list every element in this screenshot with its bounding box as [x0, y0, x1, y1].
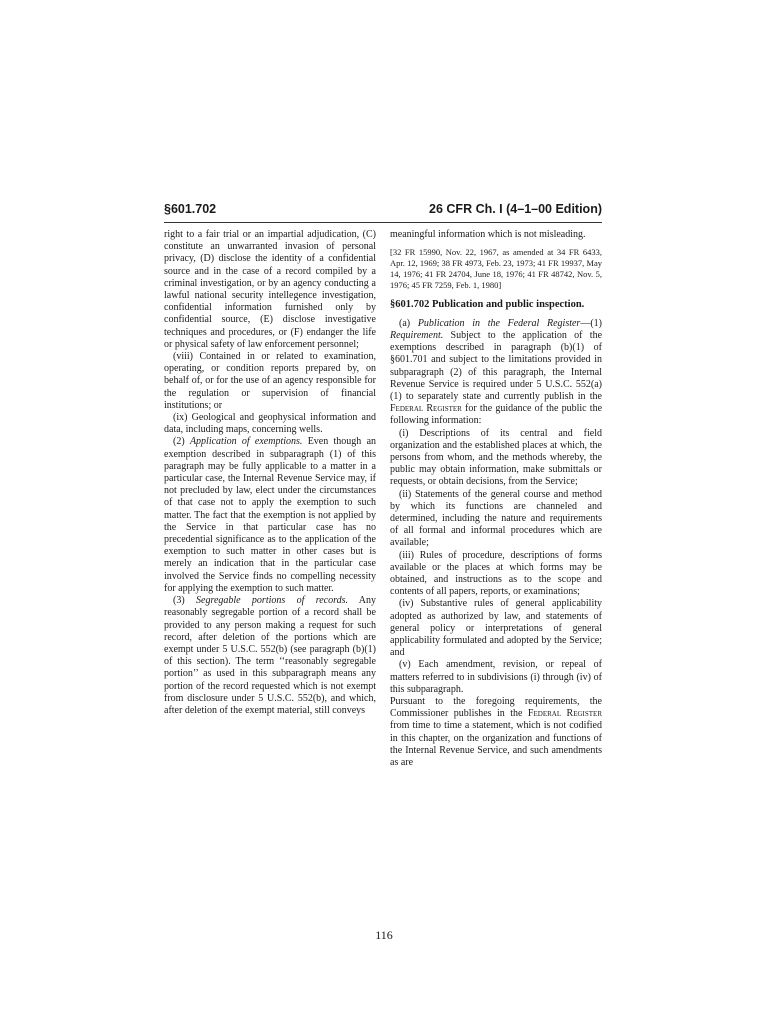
page-header — [164, 202, 602, 223]
paragraph — [164, 595, 376, 717]
paragraph-caption: Application of exemptions. — [189, 436, 303, 448]
paragraph — [390, 318, 602, 428]
list-item: (iv) Substantive rules of general applicability adopted as authorized by law, and statements of general policy or interpretations of general applicability formulated and adopted by the Service; and — [390, 598, 602, 659]
left-column — [164, 229, 376, 717]
right-column — [390, 229, 602, 769]
paragraph — [164, 436, 376, 595]
federal-register-text: Federal Register — [390, 403, 462, 415]
paragraph: (ix) Geological and geophysical information and data, including maps, concerning wells. — [164, 412, 376, 436]
list-item: (v) Each amendment, revision, or repeal of matters referred to in subdivisions (i) through (iv) of this subparagraph. — [390, 659, 602, 695]
paragraph-text: Any reasonably segregable portion of a record shall be provided to any person making a request for such record, after deletion of the portions which are exempt under 5 U.S.C. 552(b) (see paragraph (b)(1) of this section). The term ‘‘reasonably segregable portion’’ as used in this subparagraph means any portion of the record requested which is not exempt from disclosure under 5 U.S.C. 552(b), and which, after deletion of the exempt material, still conveys — [164, 595, 377, 716]
section-heading: §601.702 Publication and public inspection. — [390, 299, 585, 311]
paragraph-text: Subject to the application of the exemptions described in paragraph (b)(1) of §601.701 and subject to the limitations provided in subparagraph (2) of this paragraph, the Internal Revenue Service is required under 5 U.S.C. 552(a)(1) to separately state and currently publish in the — [390, 329, 603, 402]
paragraph-number: (3) — [173, 595, 185, 607]
paragraph-caption: Publication in the Federal Register — [417, 317, 581, 329]
federal-register-text: Federal Register — [527, 708, 602, 720]
paragraph: right to a fair trial or an impartial adjudication, (C) constitute an unwarranted invasion of personal privacy, (D) disclose the identity of a confidential source and in the case of a record compiled by a criminal investigation, or by an agency conducting a lawful national security intellegence investigation, confidential information furnished only by confidential source, (E) disclose investigative techniques and procedures, or (F) endanger the life or physical safety of law enforcement personnel; — [164, 229, 376, 350]
list-item: (iii) Rules of procedure, descriptions of forms available or the places at which forms may be obtained, and instructions as to the scope and contents of all papers, reports, or examinations; — [390, 549, 602, 598]
paragraph-text: for the guidance of the public the following information: — [390, 403, 603, 427]
paragraph-text: from time to time a statement, which is not codified in this chapter, on the organization and functions of the Internal Revenue Service, and such amendments as are — [390, 720, 602, 769]
page-number: 116 — [375, 928, 393, 942]
paragraph-text: Even though an exemption described in subparagraph (1) of this paragraph may be fully applicable to a matter in a particular case, the Internal Revenue Service may, if not precluded by law, elect under the circumstances of that case not to apply the exemption to such matter. The fact that the exemption is not applied by the Service in that particular case has no precedential significance as to the application of the exemption to such matter in other cases but is merely an indication that in the particular case involved the Service finds no compelling necessity for applying the exemption to such matter. — [164, 436, 377, 594]
paragraph-caption: Requirement. — [390, 329, 444, 341]
paragraph — [390, 696, 602, 769]
section-number: §601.702 — [164, 202, 217, 216]
paragraph: (viii) Contained in or related to examination, operating, or condition reports prepared by, on behalf of, or for the use of an agency responsible for the regulation or supervision of financial institutions; or — [164, 351, 376, 411]
running-title: 26 CFR Ch. I (4–1–00 Edition) — [429, 202, 602, 216]
paragraph-text: Pursuant to the foregoing requirements, the Commissioner publishes in the — [390, 696, 602, 720]
paragraph-number: (a) — [399, 317, 411, 329]
list-item: (i) Descriptions of its central and field organization and the established places at which, the persons from whom, and the methods whereby, the public may obtain information, make submittals or requests, or obtain decisions, from the Service; — [390, 427, 602, 488]
list-item: (ii) Statements of the general course and method by which its functions are channeled and determined, including the nature and requirements of all formal and informal procedures which are available; — [390, 488, 602, 549]
paragraph: meaningful information which is not misleading. — [390, 229, 586, 240]
paragraph-number: (2) — [173, 436, 185, 448]
paragraph-caption: Segregable portions of records. — [196, 595, 348, 607]
paragraph-number: —(1) — [580, 317, 602, 329]
amendment-citation: [32 FR 15990, Nov. 22, 1967, as amended at 34 FR 6433, Apr. 12, 1969; 38 FR 4973, Feb. 23, 1973; 41 FR 19937, May 14, 1976; 41 FR 24704, June 18, 1976; 41 FR 48742, Nov. 5, 1976; 45 FR 7259, Feb. 1, 1980] — [390, 247, 602, 291]
